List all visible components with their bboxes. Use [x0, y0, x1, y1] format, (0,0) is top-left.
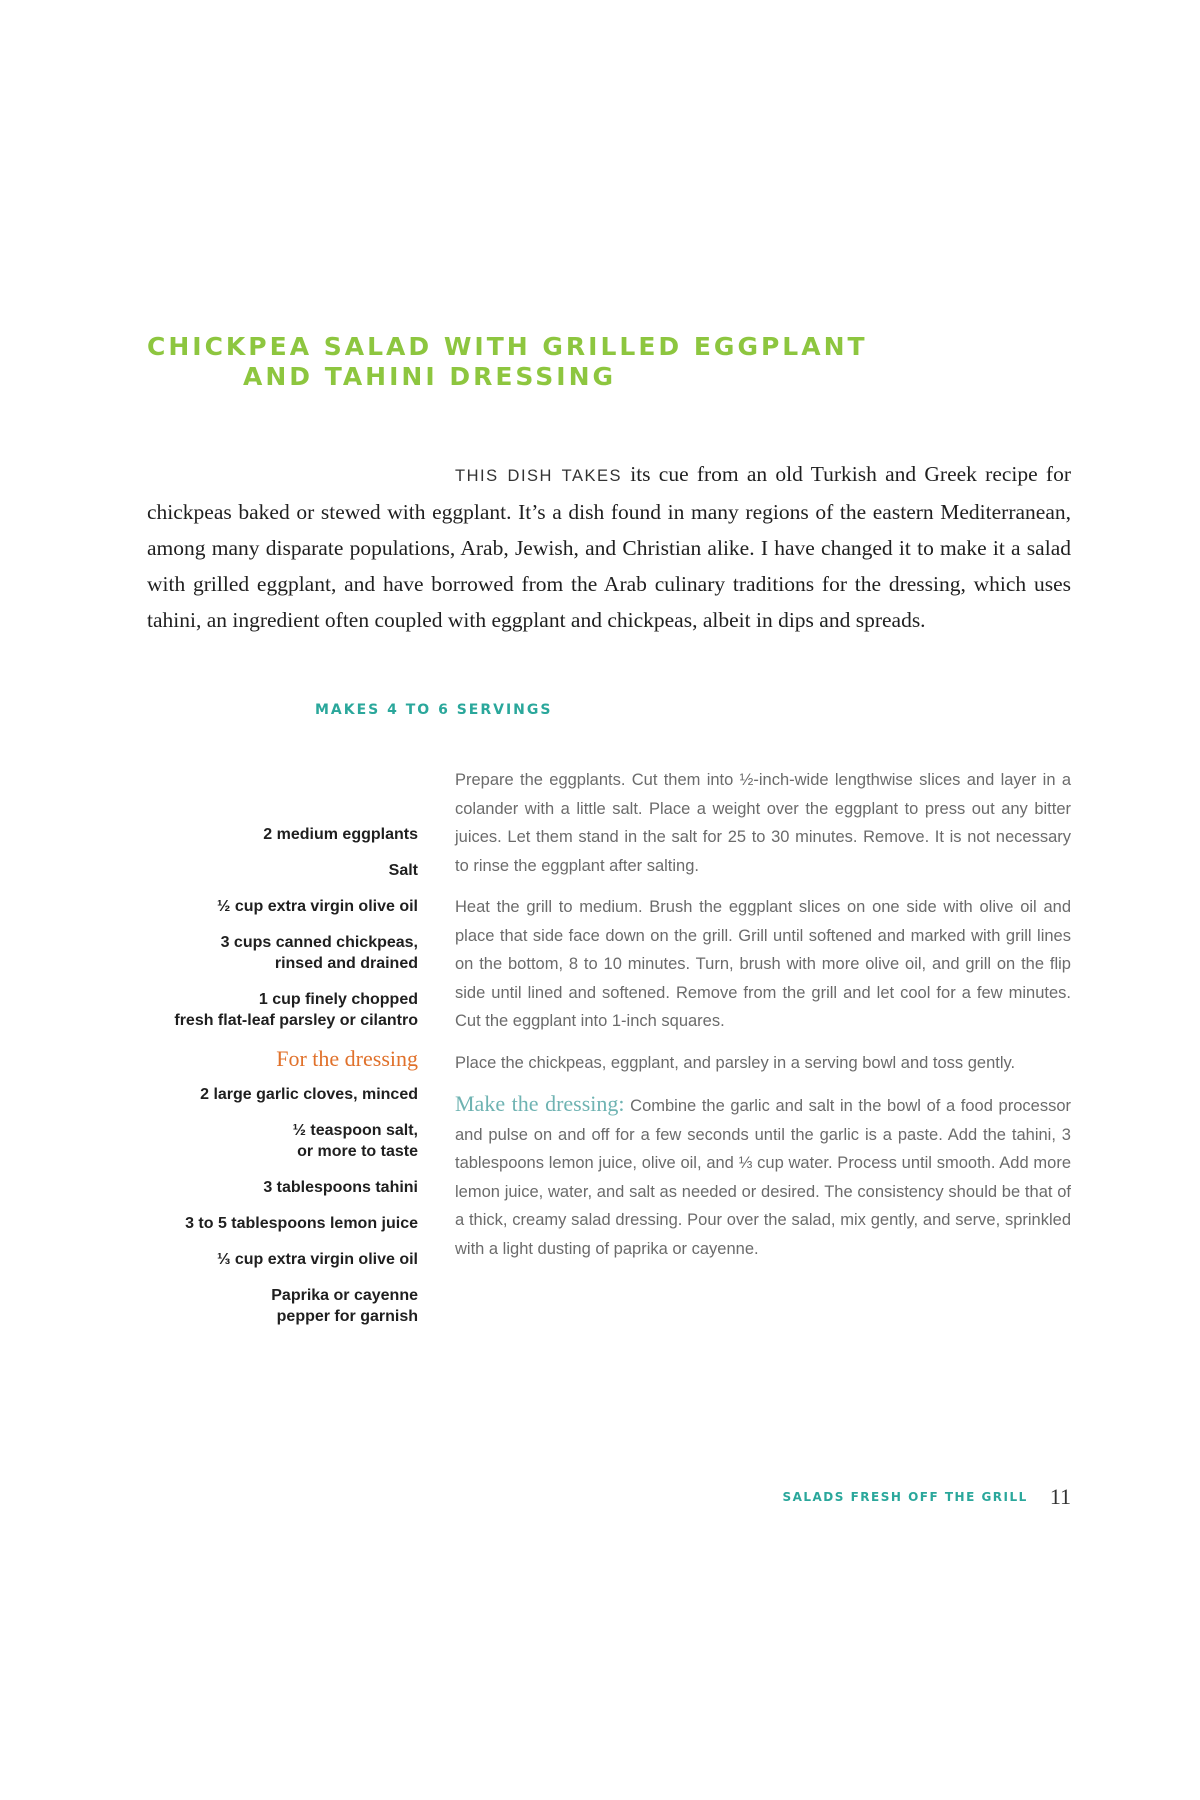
make-dressing-heading: Make the dressing: — [455, 1091, 625, 1116]
recipe-intro — [147, 456, 1071, 638]
dressing-ingredient-item: 2 large garlic cloves, minced — [200, 1086, 418, 1103]
dressing-subheading: For the dressing — [276, 1046, 418, 1071]
recipe-yield: MAKES 4 TO 6 SERVINGS — [315, 702, 553, 718]
ingredient-item: ½ cup extra virgin olive oil — [217, 898, 418, 915]
ingredient-item: 1 cup finely chopped fresh flat-leaf parsley or cilantro — [174, 991, 418, 1029]
method-step-1: Prepare the eggplants. Cut them into ½-inch-wide lengthwise slices and layer in a colander with a little salt. Place a weight over the eggplant to press out any bitter juices. Let them stand in the salt for 25 to 30 minutes. Remove. It is not necessary to rinse the eggplant after salting. — [455, 771, 1071, 875]
ingredient-item: 2 medium eggplants — [263, 826, 418, 843]
recipe-title-line2: AND TAHINI DRESSING — [243, 362, 617, 391]
intro-lead: THIS DISH TAKES — [455, 467, 622, 485]
ingredients-list — [140, 824, 418, 1342]
method-step-4-text: Combine the garlic and salt in the bowl of a food processor and pulse on and off for a few seconds until the garlic is a paste. Add the tahini, 3 tablespoons lemon juice, olive oil, and ⅓ cup water. Process until smooth. Add more lemon juice, water, and salt as needed or desired. The consistency should be that of a thick, creamy salad dressing. Pour over the salad, mix gently, and serve, sprinkled with a light dusting of paprika or cayenne. — [455, 1097, 1071, 1258]
dressing-ingredient-item: ½ teaspoon salt, or more to taste — [292, 1122, 418, 1160]
page-footer — [760, 1484, 1071, 1510]
method-step-3: Place the chickpeas, eggplant, and parsley in a serving bowl and toss gently. — [455, 1053, 1016, 1072]
method-steps — [455, 766, 1071, 1276]
intro-body: its cue from an old Turkish and Greek recipe for chickpeas baked or stewed with eggplant. It’s a dish found in many regions of the eastern Mediterranean, among many disparate populations, Arab, Jewish, and Christian alike. I have changed it to make it a salad with grilled eggplant, and have borrowed from the Arab culinary traditions for the dressing, which uses tahini, an ingredient often coupled with eggplant and chickpeas, albeit in dips and spreads. — [147, 462, 1071, 632]
ingredient-item: 3 cups canned chickpeas, rinsed and drained — [220, 934, 418, 972]
dressing-ingredient-item: 3 tablespoons tahini — [263, 1179, 418, 1196]
recipe-title — [147, 332, 947, 392]
ingredient-item: Salt — [388, 862, 418, 879]
method-step-2: Heat the grill to medium. Brush the eggplant slices on one side with olive oil and place that side face down on the grill. Grill until softened and marked with grill lines on the bottom, 8 to 10 minutes. Turn, brush with more olive oil, and grill on the flip side until lined and softened. Remove from the grill and let cool for a few minutes. Cut the eggplant into 1-inch squares. — [455, 898, 1071, 1030]
recipe-title-line1: CHICKPEA SALAD WITH GRILLED EGGPLANT — [147, 332, 868, 361]
dressing-ingredient-item: ⅓ cup extra virgin olive oil — [217, 1251, 418, 1268]
running-footer-section: SALADS FRESH OFF THE GRILL — [782, 1490, 1028, 1504]
dressing-ingredient-item: 3 to 5 tablespoons lemon juice — [185, 1215, 418, 1232]
method-step-4 — [455, 1090, 1071, 1263]
page-number: 11 — [1049, 1484, 1071, 1509]
dressing-ingredient-item: Paprika or cayenne pepper for garnish — [271, 1287, 418, 1325]
